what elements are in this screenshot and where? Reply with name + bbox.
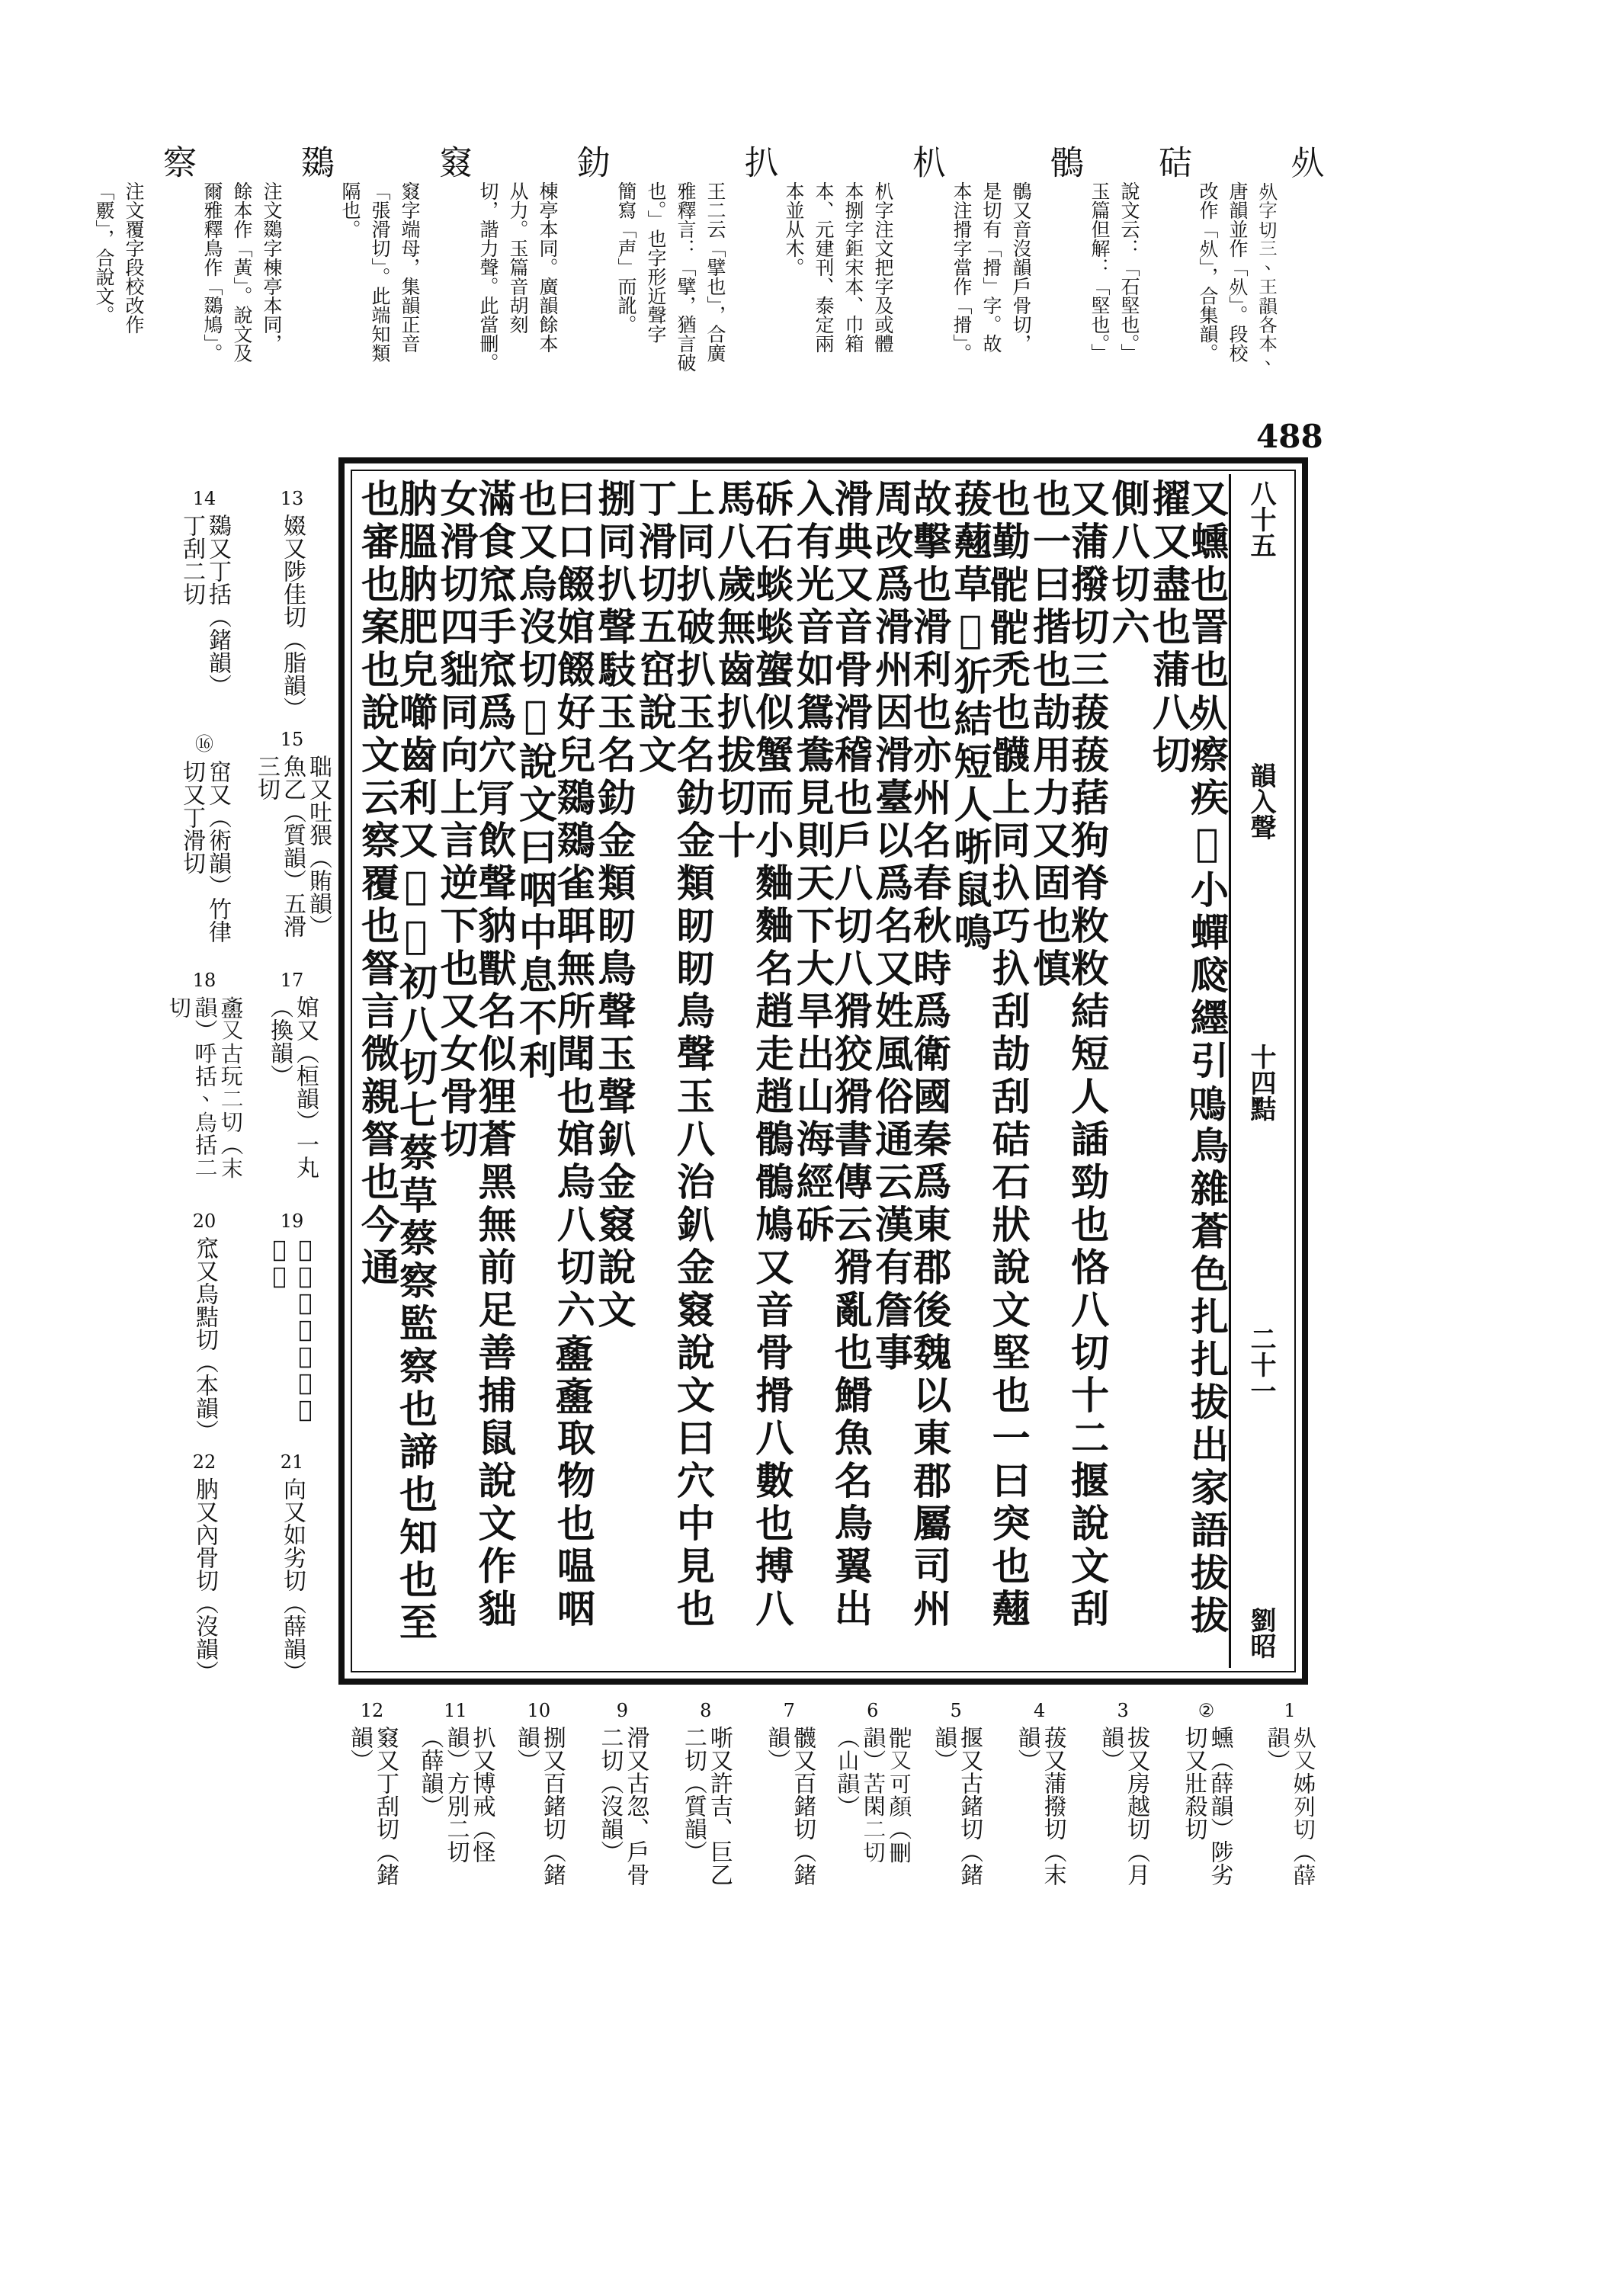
note-number: 18 [192,970,216,991]
note-head: 鶻 [1044,145,1083,189]
left-note [166,1451,242,1692]
note-number: 8 [700,1700,712,1721]
main-column: 又䗼也詈也𣦸瘵疾𧏖小蟬㼎纆引𩿦鳥雜蒼色扎扎拔出家語拔拔擢又盡也蒲八切 [1146,479,1230,1638]
note-body-line: 𣦸字切三、王韻各本、 [1256,181,1278,372]
top-note [950,145,1088,473]
top-note [614,145,782,473]
note-text: 鵽又丁括（鍺韻）丁刮二切 [178,514,231,697]
main-column: 肭膃肭肥皃㘉齒利又𨩘𨩘初八切七蔡草蔡察監察也諦也知也至也審也案也說文云察覆也詧言微親詧也今通 [355,479,438,1645]
note-text: 婠又（桓韻）一丸（換韻） [266,996,319,1178]
note-body-line: 說文云：「石堅也。」 [1118,181,1140,363]
note-text: 窡又丁刮切（鍺韻） [346,1726,399,1886]
note-number: 3 [1117,1700,1129,1721]
note-number: 5 [950,1700,962,1721]
note-body-line: 「覈」，合說文。 [93,181,115,325]
bottom-annotations [335,1700,1326,1898]
note-number: ② [1198,1700,1215,1721]
note-text: 𣁫又古玩二切（末韻）呼括、烏括二切 [165,996,244,1178]
note-text: 窊又烏黠切（本韻） [191,1236,218,1442]
band-top-label: 八十五 [1246,480,1276,558]
left-note [254,1451,330,1692]
top-note [1088,145,1196,473]
note-number: 22 [192,1451,216,1473]
note-body-line: 唐韻並作「𣦸」。段校 [1226,181,1249,363]
left-note [254,970,330,1211]
top-note [200,145,338,473]
note-body-line: 爾雅釋鳥作「鵽鳩」。 [201,181,223,363]
left-annotations [166,488,330,1692]
note-body-line: 棟亭本同。廣韻餘本 [537,181,559,353]
note-number: 19 [280,1211,304,1232]
note-head: 釛 [571,145,610,189]
top-note [782,145,950,473]
note-text: 娺又陟佳切（脂韻） [279,514,306,720]
note-number: 7 [783,1700,795,1721]
note-number: 14 [192,488,216,509]
note-number: 10 [527,1700,551,1721]
note-body-line: 雅釋言：「擘，猶言破 [675,181,697,372]
bottom-note [502,1700,576,1898]
note-text: 聉又吐猥（賄韻）魚乙（質韻）五滑三切 [253,755,332,938]
bottom-note [752,1700,826,1898]
note-number: 15 [280,729,304,750]
rhyme-section: 十四黠 [1246,1044,1276,1121]
left-annotation-row [166,1211,330,1451]
note-body-line: 是切有「搰」字。故 [980,181,1002,353]
main-text-frame [338,457,1308,1685]
main-column: 滿食窊手窊爲穴𣍟飲聲豽獸名似狸蒼黑無前足善捕鼠說文作貀女滑切四貀同向上言逆下也又女骨切 [434,479,518,1631]
left-note [254,488,330,729]
main-columns [355,474,1229,1668]
left-note [166,729,242,970]
note-body-line: 本捌字鉅宋本、巾箱 [842,181,864,353]
note-text: 窋又（術韻）竹律切又丁滑切 [178,760,231,943]
left-annotation-row [166,1451,330,1692]
note-head: 扒 [739,145,778,189]
note-body-line: 注文覆字段校改作 [123,181,145,334]
left-annotation-row [166,488,330,729]
note-text: 肭又內骨切（沒韻） [191,1477,218,1683]
note-head: 鵽 [295,145,334,189]
left-note [166,970,242,1211]
note-text: 扒又博戒（怪韻）方別二切（薛韻） [416,1726,495,1863]
left-note [254,729,330,970]
note-body-line: 餘本作「黃」。說文及 [231,181,253,363]
main-column: 滑典又音骨滑稽也戶八切八猾狡猾書傳云猾亂也䱻魚名鳥翼出入有光音如鴛鴦見則天下大旱出山海經䂨 [790,479,874,1631]
note-body-line: 王二云「擘也」，合廣 [704,181,726,363]
left-note [166,488,242,729]
left-note [166,1211,242,1451]
bottom-note [1003,1700,1076,1898]
main-column: 又蒲撥切三菝菝葀狗脊敉敉結短人䛽勁也恪八切十二揠說文刮也一曰揩也劼用力又固也慎 [1027,479,1111,1631]
note-body-line: 「張滑切」。此端知類 [369,181,391,363]
note-number: 12 [360,1700,384,1721]
note-head: 𣦸 [1287,145,1326,189]
note-text: 𩨷又可顏（刪韻）苦閑二切（山韻） [833,1726,912,1863]
note-head: 窡 [433,145,472,189]
note-body-line: 本、元建刊、泰定兩 [813,181,835,353]
note-number: 21 [280,1451,304,1473]
note-text: 捌又百鍺切（鍺韻） [512,1726,566,1886]
note-text: 哳又許吉、巨乙二切（質韻） [679,1726,733,1886]
note-body-line: 改作「𣦸」，合集韻。 [1197,181,1219,363]
main-column: 曰口餟婠餟好兒鵽鵽雀聑無所聞也婠烏八切六𣁫𣁫取物也嗢咽也又烏沒切𢿱說文曰咽中息不利 [512,479,596,1631]
note-text: 滑又古忽、戶骨二切（沒韻） [596,1726,649,1886]
page-number: 488 [1256,418,1323,455]
top-note [92,145,200,473]
header-band [1229,474,1291,1668]
main-column: 䂨石䗊䗊䗠似蟹而小麯麯名趙走趙鶻鶻鳩又音骨搰八數也搏八馬八歲無齒扒拔切十 [711,479,795,1631]
left-note [254,1211,330,1451]
note-number: 17 [280,970,304,991]
note-body-line: 玉篇但解：「堅也。」 [1089,181,1111,363]
bottom-note [669,1700,742,1898]
main-column: 也勤𩨷𩨷禿也䯦上同扖巧扖刮劼刮硈石狀說文堅也一曰突也𧄍菝𧄍草𦀵㹞結短人哳鼠鳴 [947,479,1031,1631]
bottom-note [335,1700,409,1898]
note-text: 拔又房越切（月韻） [1097,1726,1150,1886]
note-body-line: 从力。玉篇音胡刻 [507,181,529,334]
top-note [338,145,476,473]
note-text: 𢿱又烏沒切（沒韻） [266,1236,319,1423]
note-body-line: 也。」也字形近聲字 [645,181,667,344]
frame-inner [355,474,1291,1668]
bottom-note [585,1700,659,1898]
note-text: 揠又古鍺切（鍺韻） [930,1726,983,1886]
bottom-note [833,1700,912,1898]
note-head: 察 [157,145,196,189]
note-text: 𣦸又姊列切（薛韻） [1263,1726,1316,1886]
note-head: 硈 [1153,145,1191,189]
bottom-note [1253,1700,1326,1898]
note-body-line: 隔也。 [339,181,361,239]
main-column: 上同扒破扒玉名釛金類䀔䀔鳥聲玉八治釟金窡說文曰穴中見也丁滑切五窋說文 [632,479,716,1631]
note-text: 向又如劣切（薛韻） [279,1477,306,1683]
rhyme-title: 韻入聲 [1246,762,1276,840]
top-annotations [93,145,1326,473]
note-number: 11 [444,1700,467,1721]
main-column: 故擊也滑利也亦州名春秋時爲衛國秦爲東郡後魏以東郡屬司州周改爲滑州因滑臺以爲名又姓風俗通云漢有詹事 [869,479,953,1631]
folio-number: 二十一 [1246,1325,1276,1403]
note-text: 菝又蒲撥切（末韻） [1013,1726,1066,1886]
note-body-line: 鶻又音沒韻戶骨切， [1010,181,1032,353]
note-body-line: 注文鵽字棟亭本同， [261,181,283,353]
note-text: 䯦又百鍺切（鍺韻） [763,1726,816,1886]
main-column: 側八切六 [1105,479,1151,649]
note-body-line: 本並从木。 [783,181,805,277]
note-number: 13 [280,488,304,509]
note-number: 1 [1284,1700,1296,1721]
note-body-line: 切，諧力聲。此當刪。 [477,181,499,372]
note-number: ⑯ [195,733,213,755]
note-number: 20 [192,1211,216,1232]
bottom-note [416,1700,495,1898]
note-number: 6 [867,1700,879,1721]
bottom-note [919,1700,992,1898]
note-number: 9 [616,1700,628,1721]
note-number: 4 [1033,1700,1046,1721]
left-annotation-row [166,729,330,970]
note-body-line: 窡字端母，集韻正音 [399,181,421,353]
bottom-note [1170,1700,1243,1898]
main-column: 捌同扒聲馶玉名釛金類䀔鳥聲玉聲釟金窡說文 [592,479,637,1332]
note-text: 䗼（薛韻）陟劣切又壯殺切 [1180,1726,1233,1886]
bottom-note [1086,1700,1159,1898]
note-body-line: 簡寫「声」而訛。 [615,181,637,334]
note-body-line: 朳字注文把字及或體 [872,181,894,353]
left-annotation-row [166,970,330,1211]
author-name: 劉昭 [1246,1607,1276,1659]
note-body-line: 本注搰字當作「搰」。 [951,181,973,363]
note-head: 朳 [906,145,945,189]
top-note [476,145,614,473]
